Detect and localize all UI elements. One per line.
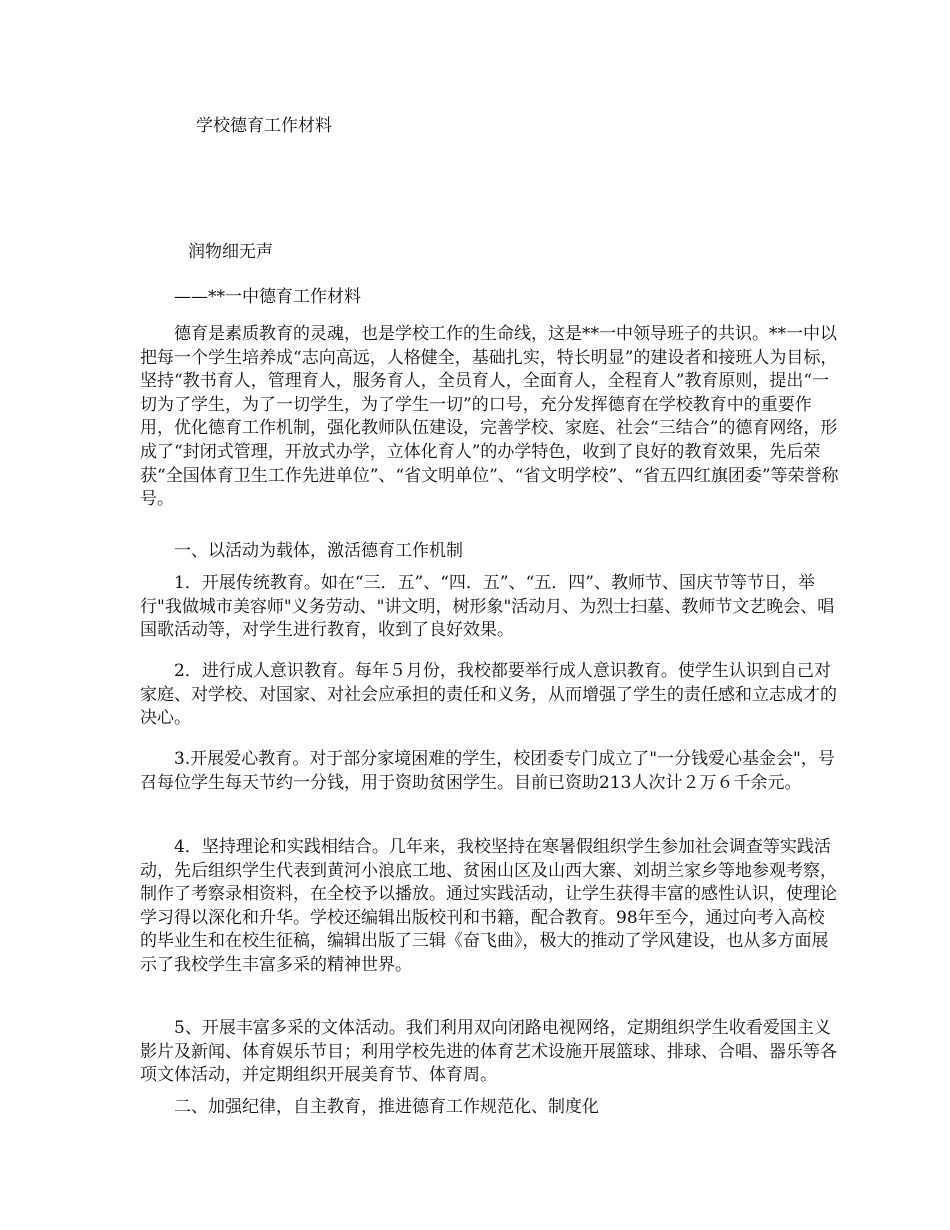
document-subtitle: 润物细无声 <box>188 242 273 262</box>
intro-paragraph: 德育是素质教育的灵魂，也是学校工作的生命线，这是**一中领导班子的共识。**一中以把每一个学生培养成“志向高远，人格健全，基础扎实，特长明显”的建设者和接班人为目标，坚持“教书育人，管理育人，服务育人，全员育人，全面育人，全程育人”教育原则，提出“一切为了学生，为了一切学生，为了学生一切”的口号，充分发挥德育在学校教育中的重要作用，优化德育工作机制，强化教师队伍建设，完善学校、家庭、社会“三结合”的德育网络，形成了“封闭式管理，开放式办学，立体化育人”的办学特色，收到了良好的教育效果，先后荣获“全国体育卫生工作先进单位”、“省文明单位”、“省文明学校”、“省五四红旗团委”等荣誉称号。 <box>140 324 839 510</box>
paragraph-item-3: 3.开展爱心教育。对于部分家境困难的学生，校团委专门成立了"一分钱爱心基金会"，号召每位学生每天节约一分钱，用于资助贫困学生。目前已资助213人次计２万６千余元。 <box>140 749 835 793</box>
document-byline: ——**一中德育工作材料 <box>174 287 361 307</box>
section-heading-2: 二、加强纪律，自主教育，推进德育工作规范化、制度化 <box>174 1097 599 1117</box>
paragraph-item-4: 4．坚持理论和实践相结合。几年来，我校坚持在寒暑假组织学生参加社会调查等实践活动，先后组织学生代表到黄河小浪底工地、贫困山区及山西大寨、刘胡兰家乡等地参观考察，制作了考察录相资料，在全校予以播放。通过实践活动，让学生获得丰富的感性认识，使理论学习得以深化和升华。学校还编辑出版校刊和书籍，配合教育。98年至今，通过向考入高校的毕业生和在校生征稿，编辑出版了三辑《奋飞曲》，极大的推动了学风建设，也从多方面展示了我校学生丰富多采的精神世界。 <box>140 837 837 975</box>
paragraph-item-1: 1．开展传统教育。如在“三．五”、“四．五”、“五．四”、教师节、国庆节等节日，举行"我做城市美容师"义务劳动、"讲文明，树形象"活动月、为烈士扫墓、教师节文艺晚会、唱国歌活动等，对学生进行教育，收到了良好效果。 <box>140 573 835 641</box>
document-title: 学校德育工作材料 <box>196 116 332 136</box>
paragraph-item-5: 5、开展丰富多采的文体活动。我们利用双向闭路电视网络，定期组织学生收看爱国主义影片及新闻、体育娱乐节目；利用学校先进的体育艺术设施开展篮球、排球、合唱、器乐等各项文体活动，并定期组织开展美育节、体育周。 <box>140 1018 837 1086</box>
paragraph-item-2: 2．进行成人意识教育。每年５月份，我校都要举行成人意识教育。使学生认识到自己对家庭、对学校、对国家、对社会应承担的责任和义务，从而增强了学生的责任感和立志成才的决心。 <box>140 661 837 729</box>
section-heading-1: 一、以活动为载体，激活德育工作机制 <box>174 541 463 561</box>
